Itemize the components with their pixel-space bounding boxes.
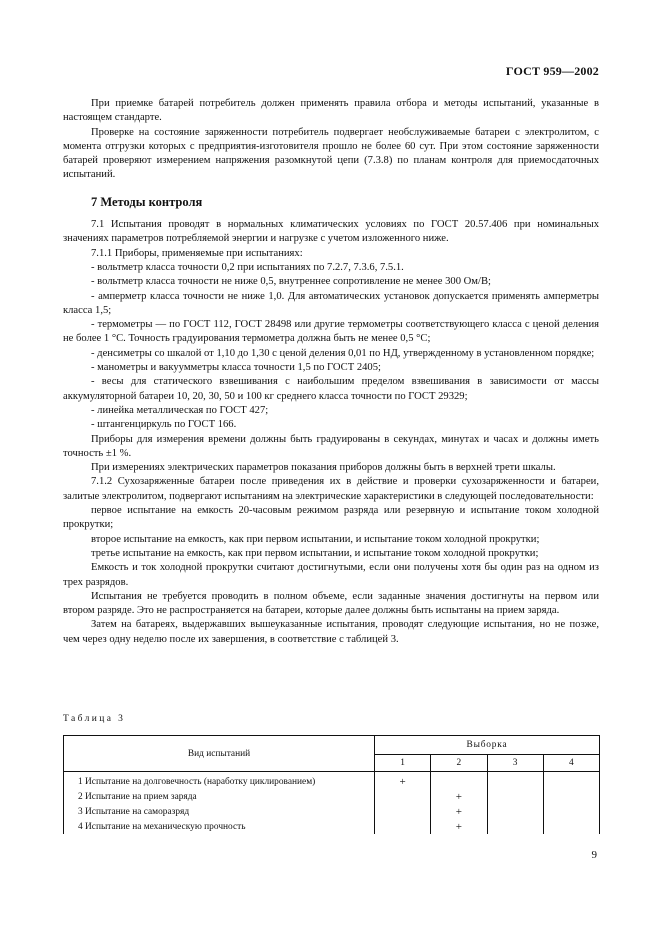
sample-mark-cell [487, 819, 543, 834]
sample-mark-cell: + [431, 804, 487, 819]
sample-mark-cell [487, 804, 543, 819]
list-item: - амперметр класса точности не ниже 1,0. Для автоматических установок допускается применять амперметры класса 1,5; [63, 290, 599, 316]
page-number: 9 [591, 849, 597, 861]
paragraph: Емкость и ток холодной прокрутки считают достигнутыми, если они получены хотя бы один раз на одном из трех разрядов. [63, 562, 599, 588]
list-item: - термометры — по ГОСТ 112, ГОСТ 28498 или другие термометры соответствующего класса с ценой деления не более 1 °С. Точность градуирования термометра должна быть не менее 0,5 °С; [63, 319, 599, 345]
sample-mark-cell [487, 772, 543, 790]
sample-mark-cell: + [431, 819, 487, 834]
sample-mark-cell [543, 772, 599, 790]
paragraph: При приемке батарей потребитель должен применять правила отбора и методы испытаний, указанные в настоящем стандарте. [63, 98, 599, 124]
paragraph: второе испытание на емкость, как при первом испытании, и испытание током холодной прокрутки; [91, 533, 540, 545]
table-caption: Таблица 3 [63, 714, 126, 724]
paragraph: Затем на батареях, выдержавших вышеуказанные испытания, проводят следующие испытания, но не позже, чем через одну неделю после их завершения, в соответствие с таблицей 3. [63, 619, 599, 645]
table-row [64, 804, 600, 819]
list-item: - манометры и вакуумметры класса точности 1,5 по ГОСТ 2405; [91, 362, 381, 374]
column-header-test-type: Вид испытаний [64, 736, 375, 772]
sample-mark-cell [543, 789, 599, 804]
sample-column-header: 2 [431, 755, 487, 772]
sample-mark-cell [374, 819, 430, 834]
list-item: - весы для статического взвешивания с наибольшим пределом взвешивания в зависимости от массы аккумуляторной батареи 10, 20, 30, 50 и 100 кг среднего класса точности по ГОСТ 29329; [63, 376, 599, 402]
paragraph: первое испытание на емкость 20-часовым режимом разряда или резервную и испытание током холодной прокрутки; [63, 505, 599, 531]
table-row [64, 819, 600, 834]
tests-table [63, 735, 600, 834]
list-item: - вольтметр класса точности не ниже 0,5, внутреннее сопротивление не менее 300 Ом/В; [91, 276, 491, 288]
paragraph: третье испытание на емкость, как при первом испытании, и испытание током холодной прокрутки; [91, 547, 539, 559]
list-item: - денсиметры со шкалой от 1,10 до 1,30 с ценой деления 0,01 по НД, утвержденному в установленном порядке; [91, 347, 595, 359]
sample-column-header: 4 [543, 755, 599, 772]
test-name-cell: 3 Испытание на саморазряд [64, 804, 375, 819]
sample-mark-cell [487, 789, 543, 804]
document-code-header: ГОСТ 959—2002 [505, 64, 599, 78]
sample-mark-cell: + [431, 789, 487, 804]
test-name-cell: 4 Испытание на механическую прочность [64, 819, 375, 834]
list-item: - вольтметр класса точности 0,2 при испытаниях по 7.2.7, 7.3.6, 7.5.1. [91, 261, 404, 273]
table-row [64, 789, 600, 804]
sample-mark-cell: + [374, 772, 430, 790]
column-header-sample: Выборка [374, 736, 599, 755]
paragraph: 7.1 Испытания проводят в нормальных климатических условиях по ГОСТ 20.57.406 при номинальных значениях параметров потребляемой энергии и нагрузке с учетом изложенного ниже. [63, 219, 599, 245]
paragraph: При измерениях электрических параметров показания приборов должны быть в верхней трети шкалы. [91, 462, 556, 474]
sample-mark-cell [543, 819, 599, 834]
sample-mark-cell [374, 804, 430, 819]
paragraph: 7.1.2 Сухозаряженные батареи после приведения их в действие и проверки сухозаряженности и батареи, залитые электролитом, подвергают испытаниям на электрические характеристики в следующей последовательности: [63, 476, 599, 502]
sample-mark-cell [431, 772, 487, 790]
table-row [64, 772, 600, 790]
test-name-cell: 1 Испытание на долговечность (наработку циклированием) [64, 772, 375, 790]
test-name-cell: 2 Испытание на прием заряда [64, 789, 375, 804]
sample-mark-cell [543, 804, 599, 819]
list-item: - линейка металлическая по ГОСТ 427; [91, 404, 269, 416]
page-body [63, 97, 599, 647]
sample-column-header: 3 [487, 755, 543, 772]
paragraph: 7.1.1 Приборы, применяемые при испытаниях: [91, 247, 303, 259]
paragraph: Испытания не требуется проводить в полном объеме, если заданные значения достигнуты на первом или втором разряде. Это не распространяется на батареи, которые далее должны быть испытаны на прием заряда. [63, 590, 599, 617]
sample-mark-cell [374, 789, 430, 804]
sample-column-header: 1 [374, 755, 430, 772]
list-item: - штангенциркуль по ГОСТ 166. [91, 419, 237, 431]
section-heading: 7 Методы контроля [91, 194, 203, 209]
paragraph: Приборы для измерения времени должны быть градуированы в секундах, минутах и часах и должны иметь точность ±1 %. [63, 433, 599, 459]
paragraph: Проверке на состояние заряженности потребитель подвергает необслуживаемые батареи с электролитом, с момента отгрузки которых с предприятия-изготовителя прошло не более 60 сут. При этом состояние заряженности батарей проверяют измерением напряжения разомкнутой цепи (7.3.8) по планам контроля для приемосдаточных испытаний. [63, 126, 599, 181]
